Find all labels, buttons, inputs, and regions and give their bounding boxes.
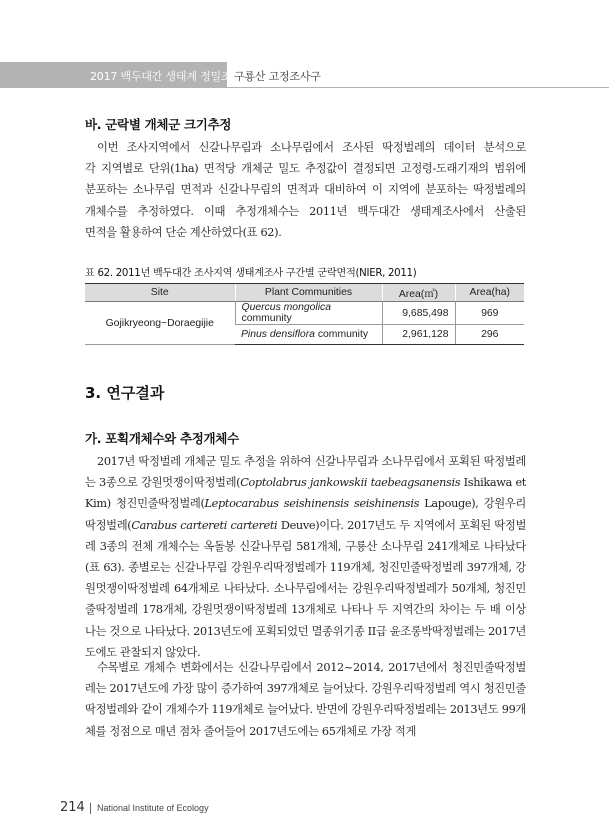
site-cell: Gojikryeong~Doraegijie	[85, 302, 235, 345]
header-title: 2017 백두대간 생태계 정밀조사	[90, 70, 242, 83]
col-header-area-m2: Area(㎡)	[382, 284, 455, 302]
footer-organization: National Institute of Ecology	[97, 803, 209, 813]
paragraph-line: 개체수를 추정하였다. 이때 추정개체수는 2011년 백두대간 생태계조사에서 산출된	[85, 204, 526, 218]
table-caption: 표 62. 2011년 백두대간 조사지역 생태계조사 구간별 군락면적(NIER, 2011)	[85, 268, 417, 279]
area-ha-cell: 969	[455, 302, 524, 325]
text-run: Deuve)이다. 2017년도 두 지역에서 포획된 딱정벌레 3종의 전체 개체수는 옥돌봉 신갈나무림 581개체, 구룡산 소나무림 241개체로 나타났다(표 63). 종별로는 신갈나무림 강원우리딱정벌레가 119개체, 청진민줄딱정벌레 397개체, 강원멋쟁이딱정벌레 64개체로 나타났다. 소나무림에서는 강원우리딱정벌레가 50개체, 청진민줄딱정벌레 178개체, 강원멋쟁이딱정벌레 13개체로 나타나 두 지역간의 차이는 두 배 이상 나는 것으로 나타났다. 2013년도에 포획되었던 멸종위기종 II급 윤조롱박딱정벌레는 2017년도에도 관찰되지 않았다.	[85, 518, 527, 659]
species-name: Pinus densiflora	[241, 329, 315, 340]
area-m2-cell: 9,685,498	[382, 302, 455, 325]
species-name: Leptocarabus seishinensis seishinensis	[204, 497, 420, 511]
species-name: Coptolabrus jankowskii taebeagsanensis	[240, 476, 461, 490]
community-suffix: community	[241, 313, 292, 324]
community-area-table	[85, 283, 524, 345]
col-header-site: Site	[85, 284, 235, 302]
text-run: 2017년 딱정벌레 개체군 밀도 추정을 위하여 신갈나무림과 소나무림에서 포획된 딱정벌레는 3종으로 강원멋쟁이딱정벌레(	[85, 455, 526, 490]
paragraph-line: 각 지역별로 단위(1ha) 면적당 개체군 밀도 추정값이 결정되면 고정령-도래기재의 범위에	[85, 162, 526, 176]
text-run: Lapouge), 강원우리딱정벌레(	[85, 497, 526, 532]
area-ha-cell: 296	[455, 325, 524, 345]
header-subtitle: 구룡산 고정조사구	[234, 70, 321, 83]
paragraph-line: 분포하는 소나무림 면적과 신갈나무림의 면적과 대비하여 이 지역에 분포하는 딱정벌레의	[85, 183, 526, 197]
col-header-plant-communities: Plant Communities	[235, 284, 382, 302]
paragraph-abundance-change: 수목별로 개체수 변화에서는 신갈나무림에서 2012~2014, 2017년에서 청진민줄딱정벌레는 2017년도에 가장 많이 증가하여 397개체로 늘어났다. 강원우리딱정벌레 역시 청진민줄딱정벌레와 같이 개체수가 119개체로 늘어났다. 반면에 강원우리딱정벌레는 2013년도 99개체를 정점으로 매년 점차 줄어들어 2017년도에는 65개체로 가장 적게	[85, 661, 526, 738]
footer-divider	[90, 803, 91, 814]
paragraph-population-estimate	[85, 137, 526, 243]
section-heading-population-size: 바. 군락별 개체군 크기추정	[85, 117, 232, 132]
section-heading-capture-estimate: 가. 포획개체수와 추정개체수	[85, 431, 239, 446]
text-run: Ishikawa et Kim) 청진민줄딱정벌레(	[85, 476, 526, 511]
community-suffix: community	[314, 329, 369, 340]
page-number: 214	[60, 800, 85, 815]
running-header	[0, 62, 609, 88]
paragraph-line: 이번 조사지역에서 신갈나무림과 소나무림에서 조사된 딱정벌레의 데이터 분석으로	[97, 141, 526, 154]
table-row	[85, 302, 524, 325]
community-cell	[235, 302, 382, 325]
col-header-area-ha: Area(ha)	[455, 284, 524, 302]
area-m2-cell: 2,961,128	[382, 325, 455, 345]
species-name: Carabus cartereti cartereti	[131, 518, 278, 532]
community-cell	[235, 325, 382, 345]
paragraph-line: 면적을 활용하여 단순 계산하였다(표 62).	[85, 225, 282, 239]
table-header-row	[85, 284, 524, 302]
species-name: Quercus mongolica	[241, 302, 332, 313]
paragraph-capture-results	[85, 451, 526, 663]
section-heading-results: 3. 연구결과	[85, 384, 165, 402]
header-rule	[227, 87, 609, 88]
